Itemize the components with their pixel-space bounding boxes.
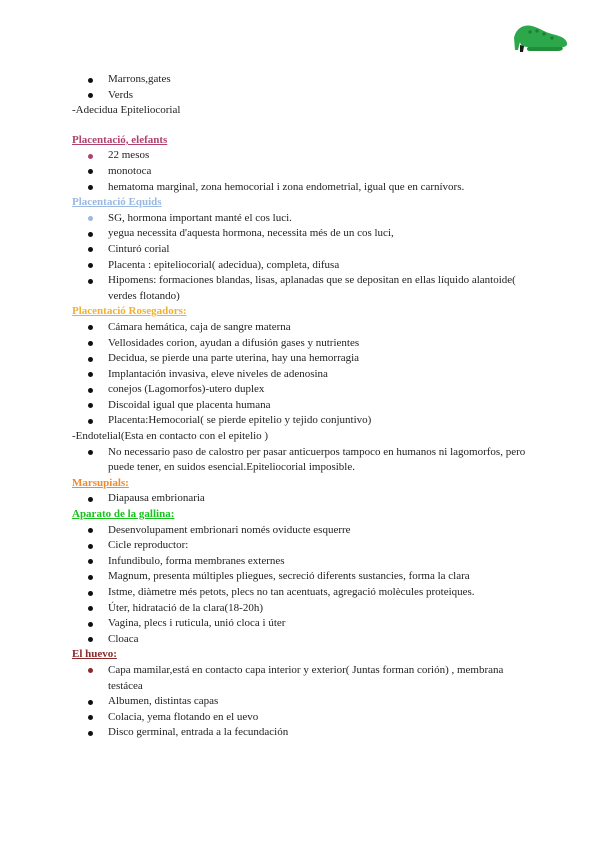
list-item	[72, 336, 532, 352]
bullet-list	[72, 491, 532, 507]
bullet-dot-icon	[88, 731, 93, 736]
list-item	[72, 632, 532, 648]
bullet-dot-icon	[88, 372, 93, 377]
list-item-text: Cámara hemática, caja de sangre materna	[108, 320, 291, 333]
bullet-dot-icon	[88, 357, 93, 362]
list-item	[72, 725, 532, 741]
list-item	[72, 523, 532, 539]
green-clog-shoe-icon	[510, 16, 570, 56]
list-item	[72, 320, 532, 336]
bullet-dot-icon	[88, 591, 93, 596]
list-item-text: Cicle reproductor:	[108, 539, 189, 552]
bullet-dot-icon	[88, 575, 93, 580]
section-heading: Placentació Rosegadors:	[72, 305, 187, 318]
list-item-text: No necessario paso de calostro per pasar anticuerpos tampoco en humanos ni lagomorfos, pero puede tener, en suidos esencial.Epiteliocorial imposible.	[108, 445, 526, 474]
list-item-text: Marrons,gates	[108, 73, 171, 85]
bullet-list	[72, 663, 532, 741]
bullet-list	[72, 523, 532, 648]
list-item-text: Decidua, se pierde una parte uterina, hay una hemorragia	[108, 352, 360, 365]
list-item-text: Colacia, yema flotando en el uevo	[108, 710, 259, 723]
list-item-text: Verds	[108, 88, 134, 101]
list-item-text: Magnum, presenta múltiples pliegues, secreció diferents sustancies, forma la clara	[108, 570, 470, 583]
list-item-text: Vellosidades corion, ayudan a difusión gases y nutrientes	[108, 336, 360, 349]
list-item	[72, 180, 532, 196]
list-item	[72, 72, 532, 88]
bullet-list	[72, 211, 532, 305]
list-item-text: Hipomens: formaciones blandas, lisas, aplanadas que se depositan en ellas líquido alantoide( verdes flotando)	[108, 274, 516, 302]
section-spacer	[72, 119, 532, 133]
bullet-dot-icon	[88, 528, 93, 533]
section-heading: Placentació Equids	[72, 196, 162, 209]
list-item-text: Cloaca	[108, 632, 139, 645]
list-item	[72, 164, 532, 180]
list-item-text: monotoca	[108, 164, 152, 177]
bullet-list	[72, 72, 532, 103]
bullet-dot-icon	[88, 169, 93, 174]
list-item	[72, 554, 532, 570]
list-item-text: Istme, diàmetre més petots, plecs no tan acentuats, agregació molècules proteiques.	[108, 586, 475, 598]
list-item	[72, 273, 532, 304]
list-item	[72, 398, 532, 414]
bullet-dot-icon	[88, 78, 93, 83]
body-text-line: -Endotelial(Esta en contacto con el epitelio )	[72, 430, 269, 443]
bullet-list	[72, 320, 532, 429]
bullet-dot-icon	[88, 154, 93, 159]
list-item-text: Úter, hidratació de la clara(18-20h)	[108, 601, 264, 614]
bullet-list	[72, 148, 532, 195]
bullet-dot-icon	[88, 341, 93, 346]
list-item-text: Infundibulo, forma membranes externes	[108, 554, 285, 567]
list-item-text: Placenta : epiteliocorial( adecidua), completa, difusa	[108, 258, 340, 271]
section-heading: Aparato de la gallina:	[72, 508, 175, 521]
list-item	[72, 226, 532, 242]
list-item-text: Vagina, plecs i ruticula, unió cloca i úter	[108, 617, 286, 630]
list-item-text: Desenvolupament embrionari només oviducte esquerre	[108, 523, 351, 536]
body-text-line: -Adecidua Epiteliocorial	[72, 104, 181, 117]
list-item	[72, 258, 532, 274]
bullet-dot-icon	[88, 668, 93, 673]
list-item	[72, 601, 532, 617]
list-item	[72, 242, 532, 258]
list-item	[72, 351, 532, 367]
list-item-text: conejos (Lagomorfos)-utero duplex	[108, 383, 265, 396]
list-item	[72, 148, 532, 164]
bullet-dot-icon	[88, 419, 93, 424]
list-item-text: Implantación invasiva, eleve niveles de adenosina	[108, 367, 328, 380]
list-item	[72, 445, 532, 476]
list-item	[72, 491, 532, 507]
list-item-text: 22 mesos	[108, 149, 150, 162]
bullet-dot-icon	[88, 279, 93, 284]
list-item-text: Albumen, distintas capas	[108, 695, 219, 708]
bullet-dot-icon	[88, 263, 93, 268]
list-item-text: Diapausa embrionaria	[108, 492, 205, 505]
bullet-dot-icon	[88, 232, 93, 237]
bullet-dot-icon	[88, 497, 93, 502]
list-item-text: Capa mamilar,está en contacto capa interior y exterior( Juntas forman corión) , membrana testácea	[108, 663, 504, 692]
list-item-text: Disco germinal, entrada a la fecundación	[108, 726, 289, 739]
bullet-dot-icon	[88, 715, 93, 720]
bullet-dot-icon	[88, 93, 93, 98]
bullet-dot-icon	[88, 622, 93, 627]
bullet-dot-icon	[88, 216, 93, 221]
list-item	[72, 585, 532, 601]
list-item	[72, 663, 532, 694]
bullet-dot-icon	[88, 637, 93, 642]
list-item-text: Placenta:Hemocorial( se pierde epitelio y tejido conjuntivo)	[108, 414, 372, 427]
bullet-dot-icon	[88, 403, 93, 408]
section-heading: Placentació, elefants	[72, 133, 168, 146]
bullet-dot-icon	[88, 247, 93, 252]
section-heading: El huevo:	[72, 648, 117, 661]
bullet-dot-icon	[88, 559, 93, 564]
list-item	[72, 382, 532, 398]
bullet-list	[72, 445, 532, 476]
list-item	[72, 538, 532, 554]
bullet-dot-icon	[88, 185, 93, 190]
list-item-text: yegua necessita d'aquesta hormona, necessita més de un cos luci,	[108, 227, 394, 240]
list-item	[72, 413, 532, 429]
list-item	[72, 367, 532, 383]
section-heading: Marsupials:	[72, 476, 129, 489]
list-item	[72, 616, 532, 632]
list-item	[72, 710, 532, 726]
list-item-text: hematoma marginal, zona hemocorial i zona endometrial, igual que en carnívors.	[108, 180, 465, 193]
list-item	[72, 694, 532, 710]
list-item-text: Discoidal igual que placenta humana	[108, 398, 271, 411]
list-item	[72, 569, 532, 585]
bullet-dot-icon	[88, 544, 93, 549]
bullet-dot-icon	[88, 450, 93, 455]
bullet-dot-icon	[88, 325, 93, 330]
bullet-dot-icon	[88, 606, 93, 611]
bullet-dot-icon	[88, 388, 93, 393]
list-item	[72, 88, 532, 104]
list-item	[72, 211, 532, 227]
list-item-text: SG, hormona important manté el cos luci.	[108, 211, 292, 224]
list-item-text: Cinturó corial	[108, 242, 170, 255]
bullet-dot-icon	[88, 700, 93, 705]
document-body	[72, 72, 532, 741]
